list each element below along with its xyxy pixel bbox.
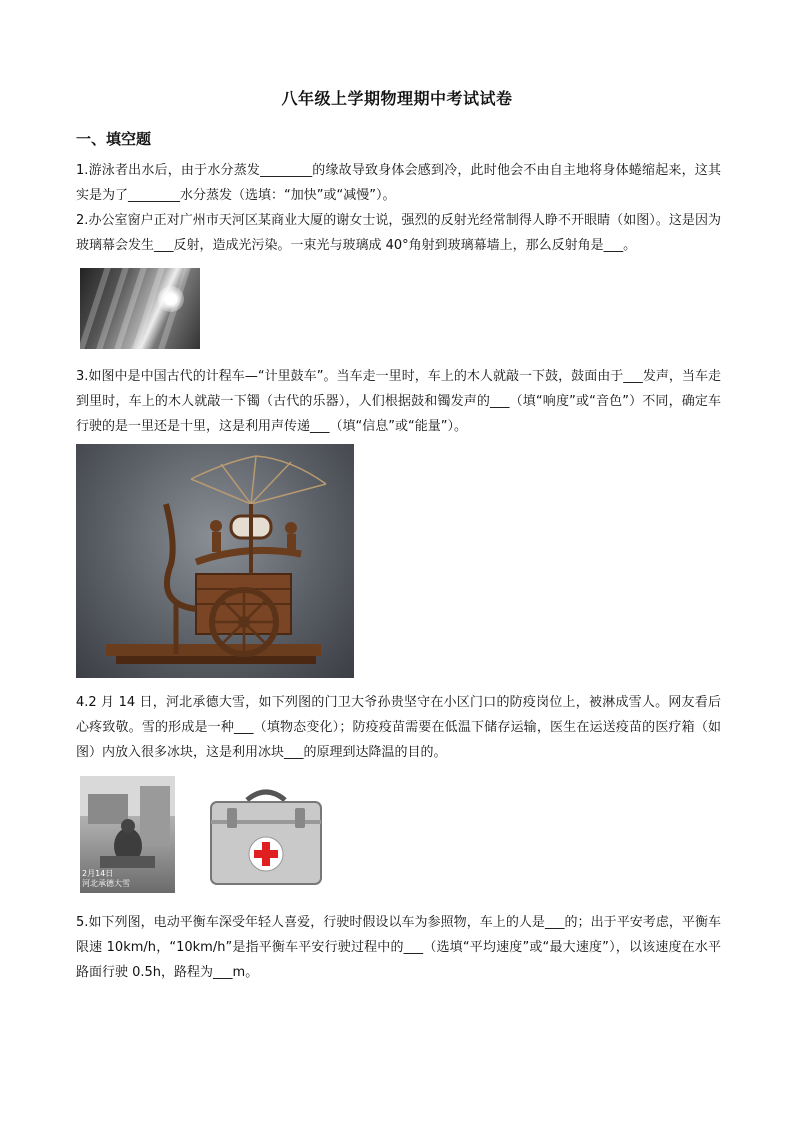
question-4: 4.2 月 14 日，河北承德大雪，如下列图的门卫大爷孙贵坚守在小区门口的防疫岗位上，被淋成雪人。网友看后心疼致敬。雪的形成是一种___（填物态变化）；防疫疫苗需要在低温下储存运输，医生在运送疫苗的医疗箱（如图）内放入很多冰块，这是利用冰块___的原理到达降温的目的。 <box>76 695 721 760</box>
question-2: 2.办公室窗户正对广州市天河区某商业大厦的谢女士说，强烈的反射光经常制得人睁不开眼睛（如图）。这是因为玻璃幕会发生___反射，造成光污染。一束光与玻璃成 40°角射到玻璃幕墙上，那么反射角是___。 <box>76 213 721 253</box>
question-1: 1.游泳者出水后，由于水分蒸发________的缘故导致身体会感到冷，此时他会不由自主地将身体蜷缩起来，这其实是为了________水分蒸发（选填：“加快”或“减慢”）。 <box>76 163 721 203</box>
section-heading: 一、填空题 <box>76 130 152 148</box>
question-5: 5.如下列图，电动平衡车深受年轻人喜爱，行驶时假设以车为参照物，车上的人是___的；出于平安考虑，平衡车限速 10km/h，“10km/h”是指平衡车平安行驶过程中的___（选填“平均速度”或“最大速度”），以该速度在水平路面行驶 0.5h，路程为___m。 <box>76 915 721 980</box>
drum-carriage-photo <box>76 444 354 678</box>
sun-glare <box>158 286 184 312</box>
building-glare-photo <box>80 268 200 349</box>
page-title: 八年级上学期物理期中考试试卷 <box>281 89 513 108</box>
medical-kit-photo <box>207 780 325 890</box>
snowman-guard-photo <box>80 776 175 893</box>
question-3: 3.如图中是中国古代的计程车—“计里鼓车”。当车走一里时，车上的木人就敲一下鼓，鼓面由于___发声，当车走到里时，车上的木人就敲一下镯（古代的乐器），人们根据鼓和镯发声的___（填“响度”或“音色”）不同，确定车行驶的是一里还是十里，这是利用声传递___（填“信息”或“能量”）。 <box>76 369 721 434</box>
snow-photo-caption: 2月14日 河北承德大雪 <box>82 869 130 888</box>
